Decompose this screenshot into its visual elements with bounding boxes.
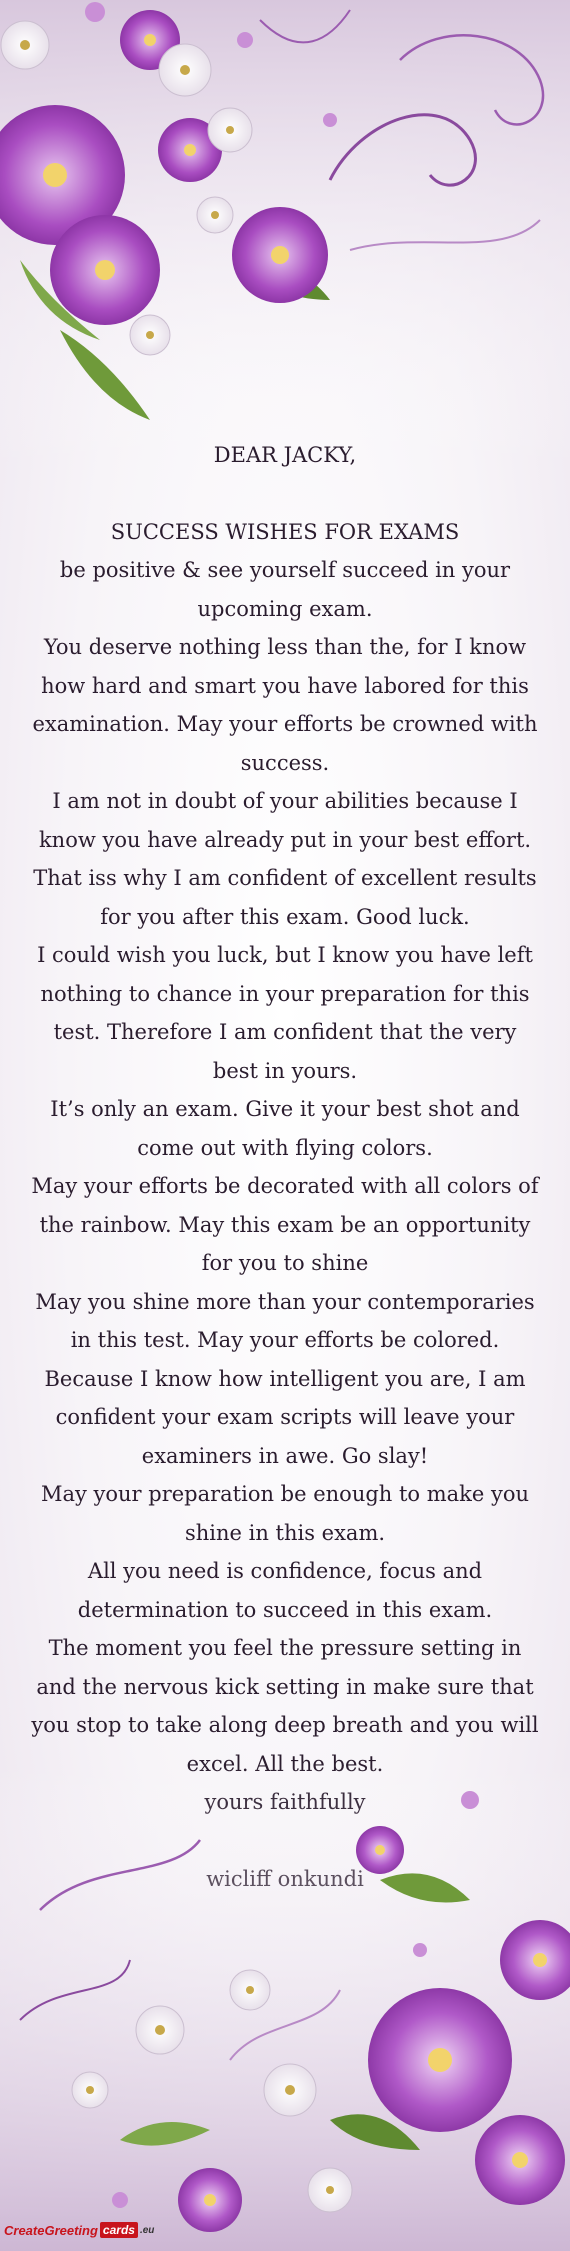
bottom-floral-decoration [0, 1760, 570, 2251]
card-greeting: DEAR JACKY, [213, 443, 357, 467]
top-floral-decoration [0, 0, 570, 470]
message-line: It’s only an exam. Give it your best shot and come out with flying colors. [50, 1097, 520, 1160]
message-line: I am not in doubt of your abilities because I know you have already put in your best effort. That iss why I am confident of excellent results for you after this exam. Good luck. [33, 789, 537, 929]
createGreetingcards-logo[interactable] [4, 2215, 154, 2245]
logo-text: CreateGreeting [4, 2222, 98, 2238]
card-message [30, 436, 540, 1898]
message-line: May you shine more than your contemporaries in this test. May your efforts be colored. [35, 1289, 535, 1352]
message-line: Because I know how intelligent you are, I am confident your exam scripts will leave your examiners in awe. Go slay! [44, 1366, 526, 1468]
message-line: May your efforts be decorated with all colors of the rainbow. May this exam be an opportunity for you to shine [31, 1174, 539, 1275]
message-line: May your preparation be enough to make you shine in this exam. [40, 1482, 530, 1545]
logo-suffix: .eu [139, 2224, 155, 2236]
message-line: be positive & see yourself succeed in your upcoming exam. [59, 558, 511, 621]
message-line: You deserve nothing less than the, for I know how hard and smart you have labored for this examination. May your efforts be crowned with success. [32, 635, 538, 775]
message-line: All you need is confidence, focus and determination to succeed in this exam. [77, 1559, 493, 1622]
message-line: The moment you feel the pressure setting in and the nervous kick setting in make sure that you stop to take along deep breath and you will [31, 1636, 539, 1737]
message-line: I could wish you luck, but I know you have left nothing to chance in your preparation for this test. Therefore I am confident that the very best in yours. [37, 943, 533, 1083]
card-headline: SUCCESS WISHES FOR EXAMS [110, 519, 460, 544]
logo-box: cards [100, 2222, 138, 2238]
